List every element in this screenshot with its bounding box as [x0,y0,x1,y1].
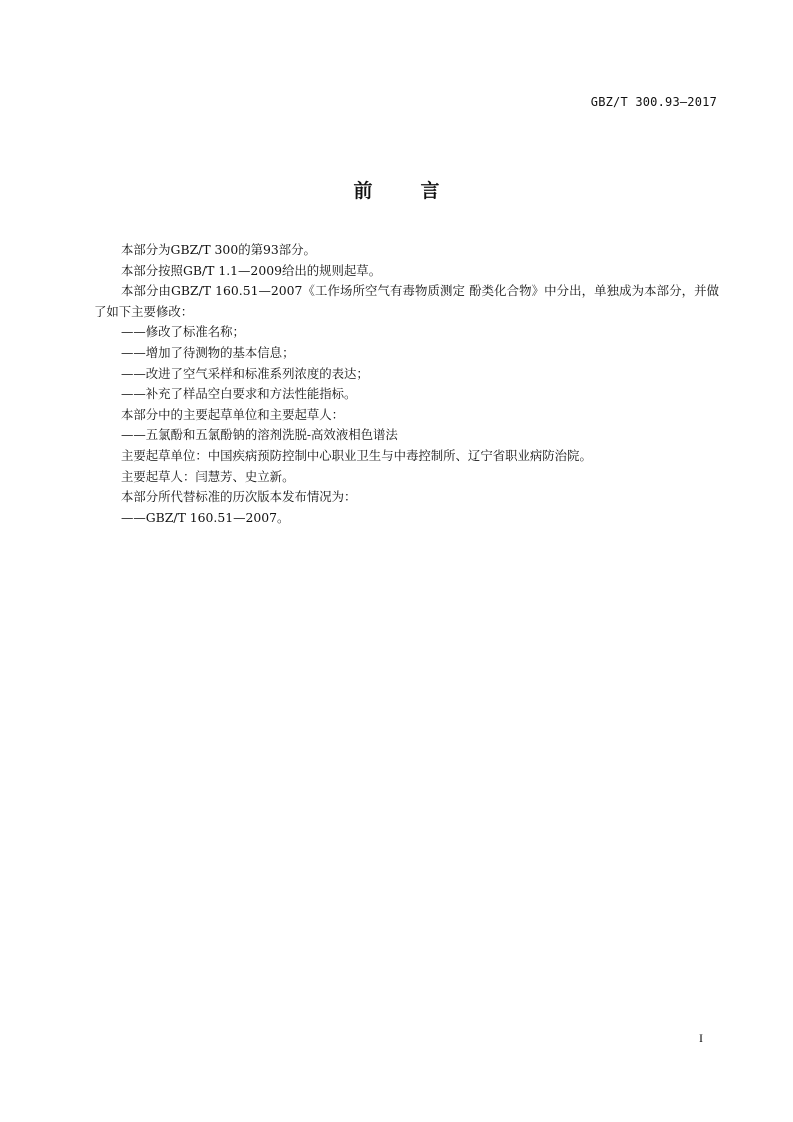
method-item: ——五氯酚和五氯酚钠的溶剂洗脱-高效液相色谱法 [121,427,398,443]
change-item-sampling: ——改进了空气采样和标准系列浓度的表达； [121,365,369,381]
change-item-basic-info: ——增加了待测物的基本信息； [121,344,295,360]
paragraph-drafting-units: 主要起草单位：中国疾病预防控制中心职业卫生与中毒控制所、辽宁省职业病防治院。 [121,447,592,463]
paragraph-part-number: 本部分为GBZ/T 300的第93部分。 [121,242,316,257]
paragraph-history-intro: 本部分所代替标准的历次版本发布情况为： [121,489,357,505]
foreword-body [94,240,719,528]
paragraph-drafting-rules: 本部分按照GB/T 1.1—2009给出的规则起草。 [121,262,382,278]
paragraph-drafters-intro: 本部分中的主要起草单位和主要起草人： [121,406,345,422]
page-number: I [699,1031,703,1045]
document-code: GBZ/T 300.93—2017 [590,95,717,109]
page-title: 前言 [353,180,488,202]
paragraph-drafters: 主要起草人：闫慧芳、史立新。 [121,468,295,484]
paragraph-origin: 本部分由GBZ/T 160.51—2007《工作场所空气有毒物质测定 酚类化合物》中分出，单独成为本部分，并做了如下主要修改： [94,283,719,319]
change-item-name: ——修改了标准名称； [121,324,245,340]
change-item-blank: ——补充了样品空白要求和方法性能指标。 [121,386,357,402]
history-item: ——GBZ/T 160.51—2007。 [121,509,290,525]
